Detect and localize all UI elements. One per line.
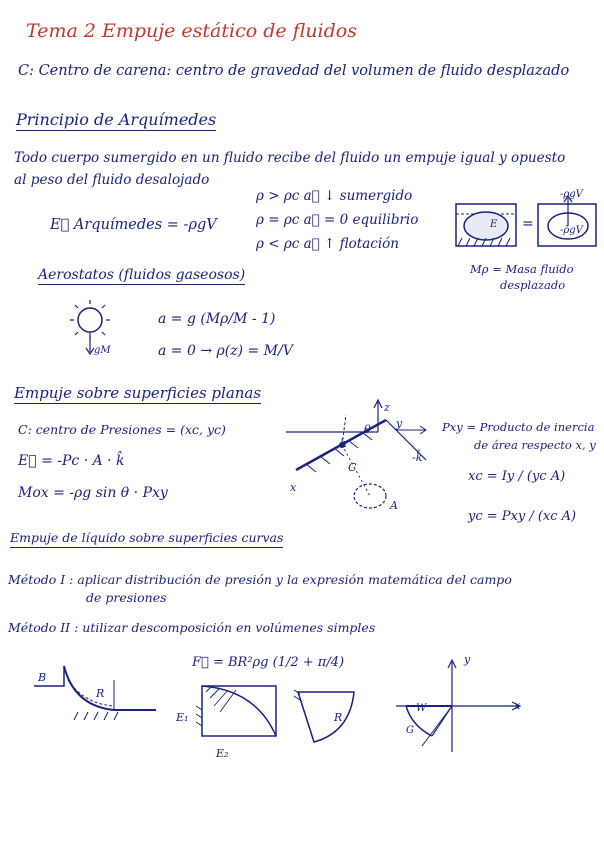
metodo-1-line1: Método I : aplicar distribución de presión y la expresión matemática del campo: [8, 572, 512, 587]
plane-fig-y: y: [396, 417, 403, 430]
plane-fig-A: A: [390, 499, 398, 512]
pxy-definition-2: de área respecto x, y: [474, 438, 596, 452]
balloon-weight-label: gM: [94, 345, 111, 356]
curved-force-eq: F⃗ = BR²ρg (1/2 + π/4): [192, 655, 345, 670]
curved-fig-R: R: [96, 687, 105, 700]
condition-sumergido: ρ > ρc a⃗ ↓ sumergido: [256, 188, 413, 204]
aerostato-eq-1: a = g (Mρ/M - 1): [158, 311, 276, 327]
arquimedes-formula: E⃗ Arquímedes = -ρgV: [50, 217, 217, 233]
condition-flotacion: ρ < ρc a⃗ ↑ flotación: [256, 236, 399, 252]
metodo-1-line2: de presiones: [86, 590, 167, 605]
arquimedes-statement-line2: al peso del fluido desalojado: [14, 172, 210, 188]
plane-fig-x: x: [290, 481, 297, 494]
masa-fluido-note: Mρ = Masa fluido: [470, 262, 574, 276]
centro-carena-definition: C: Centro de carena: centro de gravedad del volumen de fluido desplazado: [18, 63, 570, 79]
svg-text:=: =: [522, 216, 534, 232]
section-heading-superficies-curvas: Empuje de líquido sobre superficies curvas: [10, 532, 283, 548]
decomp-label-E1: E₁: [176, 711, 189, 724]
axes-label-x: x: [514, 699, 521, 712]
arquimedes-statement-line1: Todo cuerpo sumergido en un fluido recibe del fluido un empuje igual y opuesto: [14, 150, 566, 166]
centro-presiones-def: C: centro de Presiones = (xc, yc): [18, 422, 226, 437]
decomp-label-E2: E₂: [216, 747, 229, 760]
condition-equilibrio: ρ = ρc a⃗ = 0 equilibrio: [256, 212, 419, 228]
section-heading-aerostatos: Aerostatos (fluidos gaseosos): [38, 267, 246, 283]
page-title: Tema 2 Empuje estático de fluidos: [26, 20, 357, 42]
plane-fig-C: C: [348, 461, 357, 474]
curved-fig-B: B: [38, 671, 47, 684]
masa-fluido-note-2: desplazado: [500, 278, 566, 292]
pxy-definition-1: Pxy = Producto de inercia: [442, 420, 595, 434]
planas-force-eq: E⃗ = -Pc · A · k̂: [18, 453, 125, 469]
metodo-2: Método II : utilizar descomposición en volúmenes simples: [8, 620, 376, 635]
axes-resultant-diagram: [392, 653, 528, 756]
arquimedes-fig-label-2: E: [490, 219, 498, 230]
plane-fig-theta: θ: [364, 423, 371, 436]
plane-fig-h: h: [340, 437, 348, 450]
aerostato-eq-2: a = 0 → ρ(z) = M/V: [158, 343, 293, 359]
axes-label-G: G: [406, 725, 414, 736]
plane-fig-z: z: [384, 401, 390, 414]
arquimedes-fig-label-3: -ρ̄gV: [560, 225, 583, 236]
yc-formula: yc = Pxy / (xc A): [468, 509, 577, 524]
section-heading-arquimedes: Principio de Arquímedes: [16, 110, 217, 129]
planas-moment-eq: Mox = -ρg sin θ · Pxy: [18, 485, 168, 501]
xc-formula: xc = Iy / (yc A): [468, 469, 566, 484]
section-heading-superficies-planas: Empuje sobre superficies planas: [14, 384, 262, 402]
axes-label-y: y: [464, 653, 471, 666]
decomposition-figure-1: [196, 682, 284, 748]
axes-label-W: W: [416, 703, 427, 714]
arquimedes-fig-label-1: -ρgV: [560, 189, 583, 200]
decomposition-figure-2: [294, 688, 360, 746]
decomp-label-R: R: [334, 711, 343, 724]
plane-fig-k: -k̂: [412, 451, 423, 464]
